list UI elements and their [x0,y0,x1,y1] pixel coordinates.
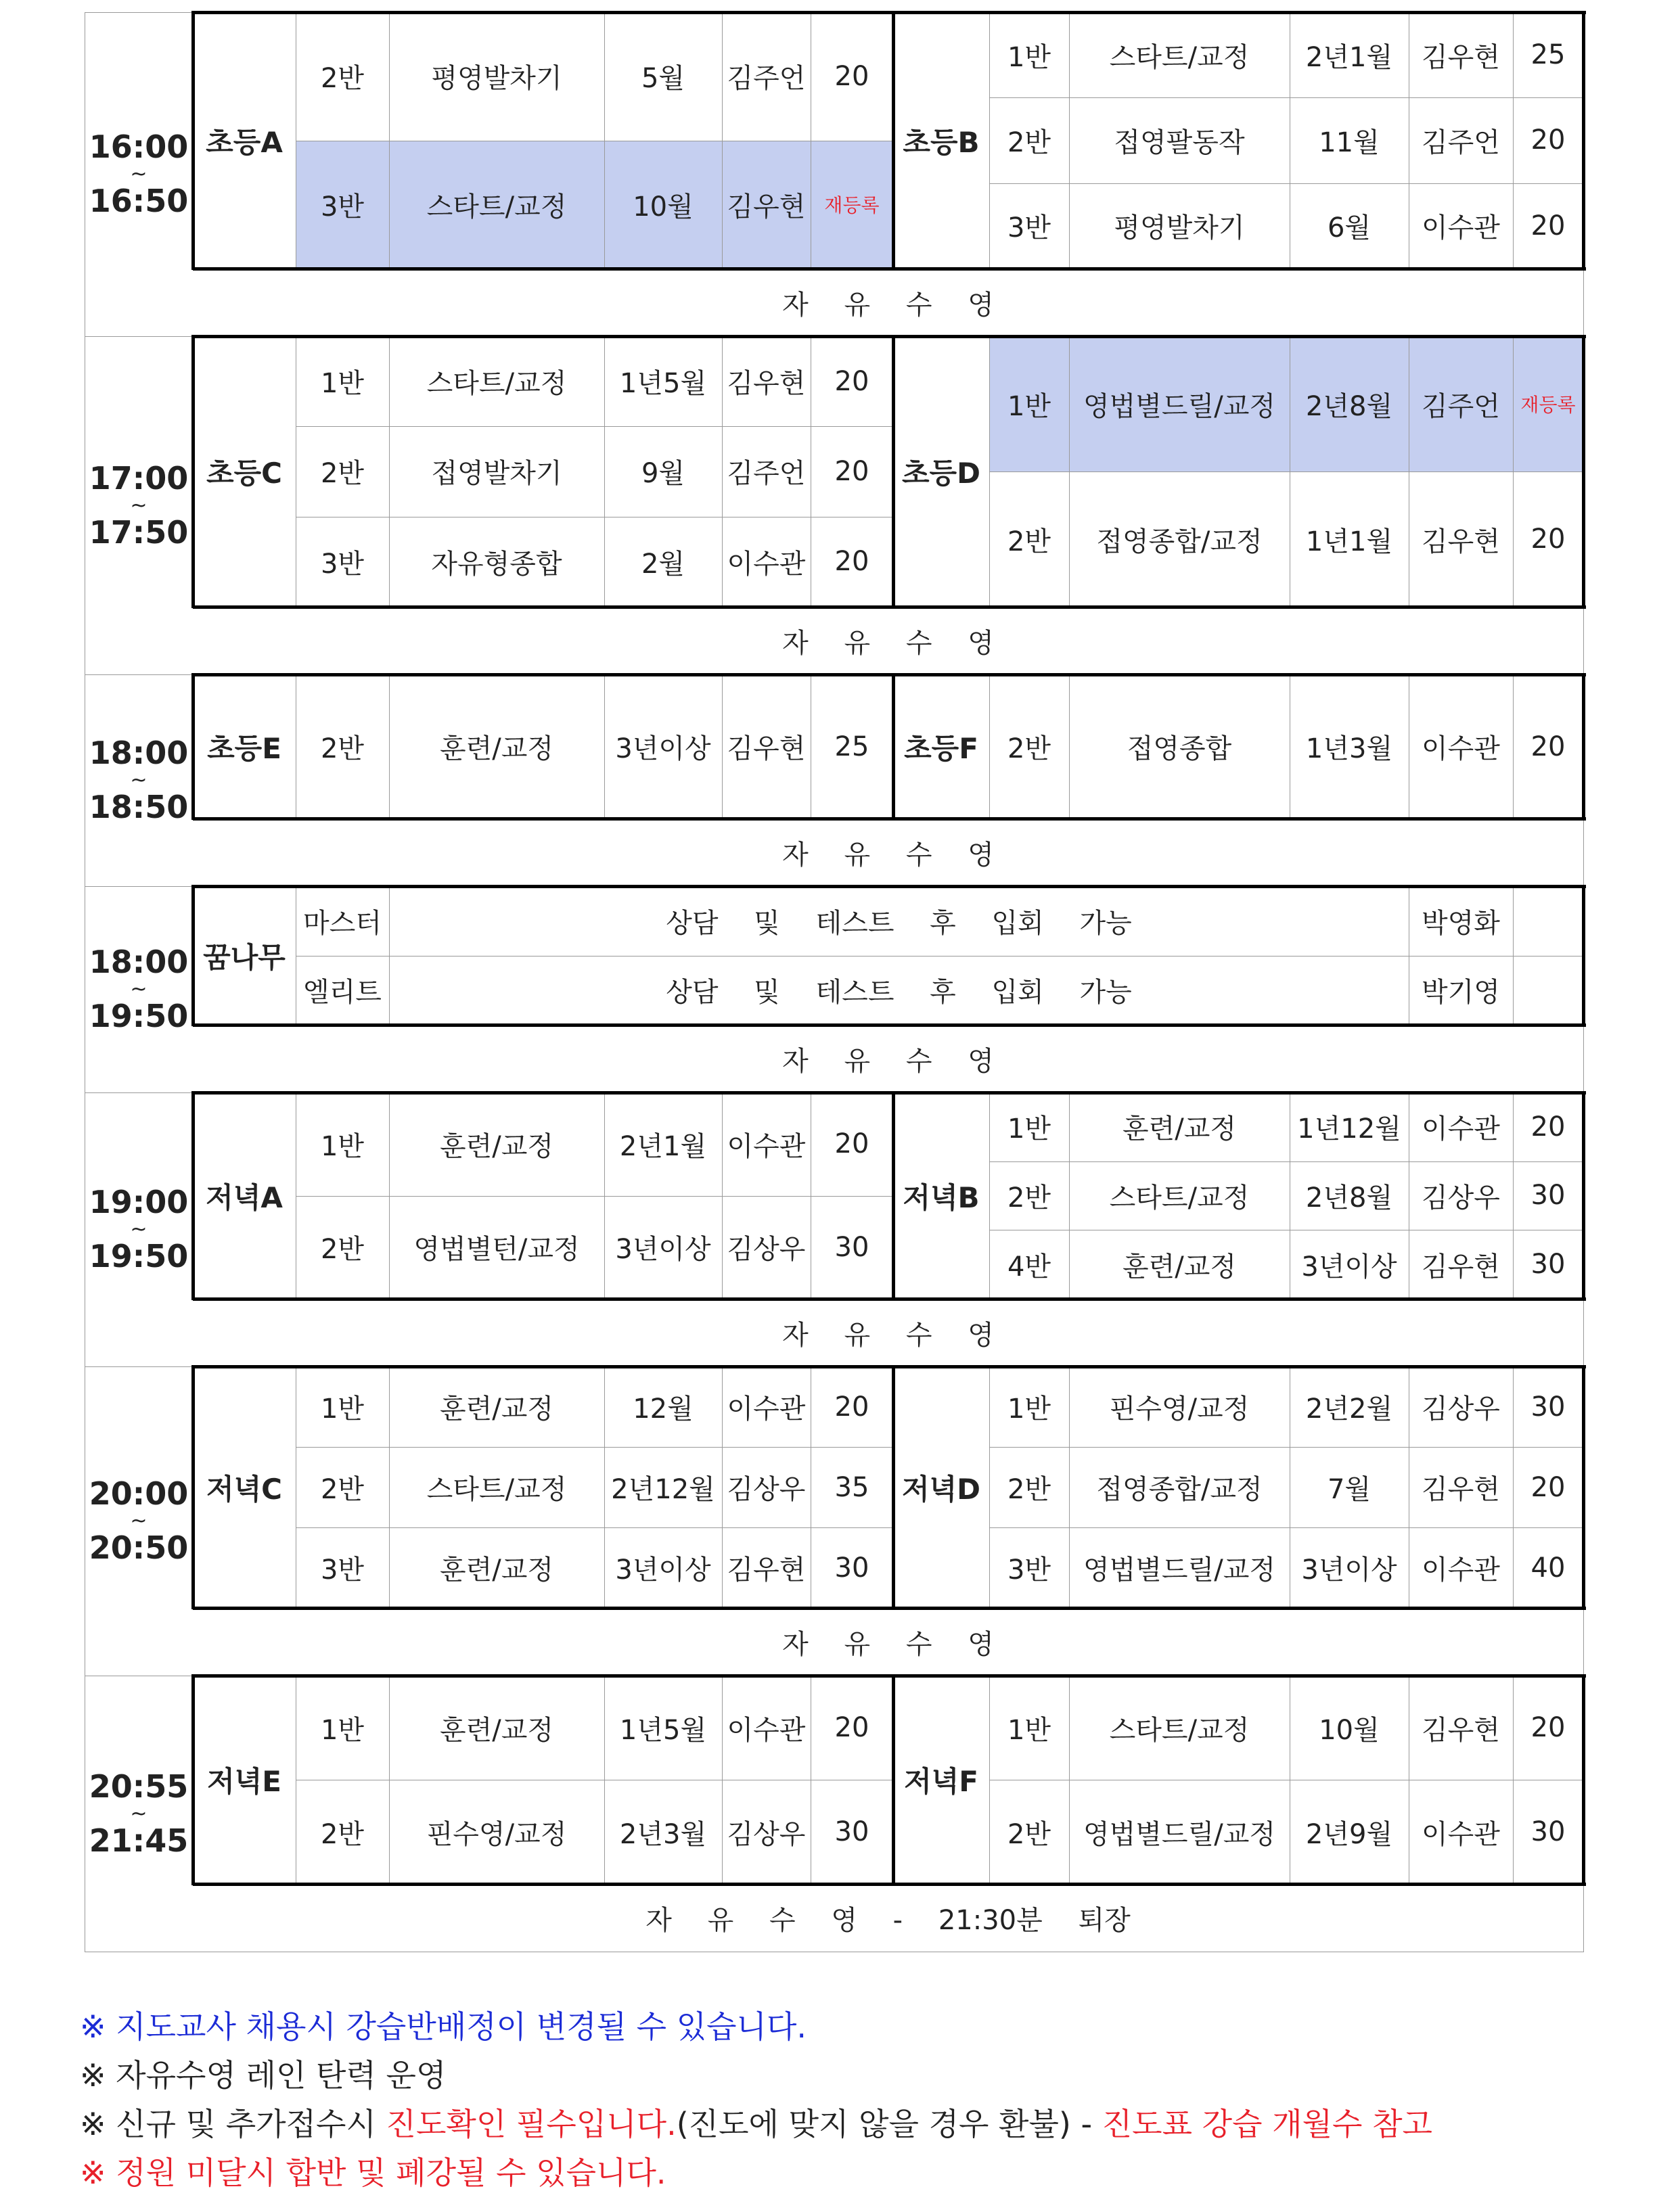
teacher: 김우현 [1422,41,1500,73]
time-start: 16:00 [89,129,189,166]
capacity: 30 [834,1552,869,1584]
info-text: 상담 및 테스트 후 입회 가능 [666,907,1132,939]
course-period: 6월 [1327,212,1371,244]
class-label: 1반 [320,1130,365,1162]
course-period: 2년3월 [619,1818,707,1850]
course-period: 2년12월 [611,1474,715,1505]
table-border [722,12,723,269]
table-border [722,674,723,819]
class-label: 4반 [1007,1251,1051,1283]
course-name: 핀수영/교정 [1109,1393,1250,1425]
course-period: 1년1월 [1305,526,1393,557]
time-separator: ~ [130,768,148,792]
reregister-badge: 재등록 [824,194,880,217]
teacher: 이수관 [727,1393,806,1425]
table-border [296,1447,893,1448]
capacity: 20 [834,60,869,92]
time-slot [85,12,193,336]
class-label: 1반 [1007,390,1051,422]
capacity: 20 [1530,524,1566,555]
time-end: 16:50 [89,183,189,219]
time-slot [85,1366,193,1676]
class-label: 1반 [1007,1393,1051,1425]
table-border [604,1092,605,1299]
course-name: 스타트/교정 [426,368,567,400]
course-period: 3년이상 [615,733,711,764]
teacher: 김주언 [1422,126,1500,158]
teacher: 김우현 [1422,1714,1500,1746]
class-label: 1반 [1007,1714,1051,1746]
capacity: 30 [1530,1816,1566,1847]
teacher: 김상우 [1422,1393,1500,1425]
time-separator: ~ [130,1801,148,1826]
course-period: 1년5월 [619,1714,707,1746]
table-border [389,336,390,607]
class-label: 1반 [320,1393,365,1425]
table-border [892,335,895,608]
table-border [604,1676,605,1884]
table-border [1069,674,1070,819]
course-period: 11월 [1319,126,1380,158]
class-label: 3반 [320,548,365,580]
table-border [892,1365,895,1609]
time-start: 18:00 [89,944,189,981]
time-slot [85,674,193,886]
teacher: 김상우 [1422,1182,1500,1214]
time-separator: ~ [130,977,148,1001]
group-name: 초등B [903,125,980,159]
course-name: 영법별턴/교정 [413,1234,580,1266]
teacher: 이수관 [1422,1113,1500,1145]
table-border [1513,674,1514,819]
capacity: 35 [834,1471,869,1503]
course-period: 2년8월 [1305,1182,1393,1214]
group-name: 초등D [901,457,980,490]
course-name: 훈련/교정 [439,1714,554,1746]
table-border [989,1447,1583,1448]
note-line [80,2002,1636,2051]
table-border [191,1365,195,1609]
note-text-emphasis: 진도확인 필수입니다. [386,2106,677,2142]
teacher: 김우현 [1422,1474,1500,1505]
table-border [1069,336,1070,607]
course-name: 스타트/교정 [426,191,567,223]
course-period: 2년9월 [1305,1818,1393,1850]
table-border [989,97,1583,98]
class-label: 2반 [320,733,365,764]
table-border [296,426,893,427]
class-label: 2반 [320,458,365,490]
teacher: 김주언 [727,63,806,95]
course-name: 훈련/교정 [1122,1251,1237,1283]
group-name: 저녁C [206,1472,282,1506]
teacher: 김상우 [727,1474,806,1505]
course-name: 접영팔동작 [1114,126,1245,158]
table-border [1582,885,1585,1026]
time-slot [85,336,193,674]
table-border [1513,886,1514,1025]
time-end: 19:50 [89,1238,189,1274]
group-name: 저녁A [206,1180,283,1214]
table-border [1069,1676,1070,1884]
course-name: 접영종합/교정 [1096,1474,1263,1505]
course-period: 2년2월 [1305,1393,1393,1425]
class-label: 2반 [320,63,365,95]
capacity: 20 [1530,1111,1566,1143]
table-border [191,11,195,270]
free-swim-row: 자 유 수 영 [782,289,994,321]
course-name: 영법별드릴/교정 [1083,390,1275,422]
course-name: 평영발차기 [431,63,562,95]
note-line [80,2148,1636,2197]
teacher: 이수관 [1422,1818,1500,1850]
capacity: 40 [1530,1552,1566,1584]
course-name: 훈련/교정 [439,733,554,764]
table-border [193,1091,1586,1095]
course-period: 9월 [641,458,685,490]
class-label: 2반 [320,1474,365,1505]
free-swim-row: 자 유 수 영 [782,1628,994,1660]
table-border [1069,1092,1070,1299]
table-border [722,336,723,607]
time-start: 20:00 [89,1475,189,1513]
capacity: 20 [1530,731,1566,762]
capacity: 30 [834,1816,869,1847]
table-border [193,1365,1586,1368]
group-name: 저녁E [207,1765,281,1798]
capacity: 25 [1530,39,1566,71]
course-name: 평영발차기 [1114,212,1245,244]
table-border [1582,1365,1585,1609]
table-border [989,471,1583,472]
table-border [989,674,990,819]
table-border [989,1527,1583,1528]
course-name: 접영종합/교정 [1096,526,1263,557]
course-period: 1년3월 [1305,733,1393,764]
course-period: 10월 [633,191,694,223]
group-name: 꿈나무 [203,940,286,974]
table-border [892,1674,895,1885]
teacher: 김우현 [727,1554,806,1586]
table-border [1582,11,1585,270]
course-period: 10월 [1319,1714,1380,1746]
teacher: 이수관 [727,1130,806,1162]
table-border [296,1196,893,1197]
table-border [1513,1366,1514,1608]
course-name: 스타트/교정 [426,1474,567,1505]
class-label: 2반 [1007,1818,1051,1850]
class-label: 1반 [1007,1113,1051,1145]
table-border [1513,1092,1514,1299]
course-name: 스타트/교정 [1109,1182,1250,1214]
course-period: 2년1월 [619,1130,707,1162]
class-label: 엘리트 [303,977,382,1009]
teacher: 김주언 [1422,390,1500,422]
table-border [1513,1676,1514,1884]
teacher: 이수관 [1422,1554,1500,1586]
capacity: 20 [834,1391,869,1423]
teacher: 김우현 [727,368,806,400]
course-name: 접영발차기 [431,458,562,490]
course-name: 접영종합 [1127,733,1232,764]
table-border [892,673,895,820]
free-swim-row: 자 유 수 영 [782,627,994,659]
table-border [989,183,1583,184]
teacher: 김상우 [727,1818,806,1850]
teacher: 박기영 [1422,977,1500,1009]
class-label: 3반 [320,1554,365,1586]
free-swim-row: 자 유 수 영 [782,1045,994,1077]
class-label: 2반 [1007,1182,1051,1214]
course-period: 2년8월 [1305,390,1393,422]
capacity: 20 [834,546,869,578]
note-text-emphasis: 진도표 강습 개월수 참고 [1102,2106,1432,2142]
time-start: 20:55 [89,1768,189,1805]
class-label: 3반 [1007,1554,1051,1586]
time-slot [85,1092,193,1366]
note-text: ※ 지도교사 채용시 강습반배정이 변경될 수 있습니다. [80,2008,807,2045]
table-border [604,12,605,269]
teacher: 이수관 [1422,733,1500,764]
capacity: 20 [1530,1471,1566,1503]
table-border [191,885,195,1026]
class-label: 2반 [320,1234,365,1266]
class-label: 2반 [320,1818,365,1850]
table-border [989,1366,990,1608]
reregister-badge: 재등록 [1520,394,1576,416]
table-border [1582,673,1585,820]
teacher: 이수관 [1422,212,1500,244]
class-label: 3반 [320,191,365,223]
time-slot [85,886,193,1092]
table-border [604,336,605,607]
table-border [722,1676,723,1884]
table-border [989,336,990,607]
course-period: 3년이상 [1301,1554,1397,1586]
table-border [389,1092,390,1299]
course-name: 영법별드릴/교정 [1083,1554,1275,1586]
teacher: 김우현 [727,191,806,223]
teacher: 김주언 [727,458,806,490]
class-label: 1반 [320,1714,365,1746]
free-swim-row: 자 유 수 영 [782,1319,994,1351]
table-border [193,817,1586,821]
time-start: 19:00 [89,1184,189,1221]
time-separator: ~ [130,1509,148,1533]
table-border [296,956,1583,957]
table-border [389,674,390,819]
course-name: 영법별드릴/교정 [1083,1818,1275,1850]
table-border [389,1676,390,1884]
free-swim-row: 자 유 수 영 - 21:30분 퇴장 [645,1904,1131,1936]
course-period: 5월 [641,63,685,95]
table-border [193,1883,1586,1886]
capacity: 20 [834,455,869,487]
course-period: 3년이상 [1301,1251,1397,1283]
course-period: 2년1월 [1305,41,1393,73]
time-end: 19:50 [89,998,189,1034]
table-border [989,1092,990,1299]
group-name: 저녁B [903,1180,980,1214]
class-label: 2반 [1007,526,1051,557]
table-border [296,1527,893,1528]
table-border [193,673,1586,676]
time-end: 17:50 [89,513,189,551]
class-label: 1반 [1007,41,1051,73]
table-border [193,1674,1586,1678]
capacity: 20 [1530,210,1566,241]
course-name: 훈련/교정 [1122,1113,1237,1145]
teacher: 김우현 [1422,526,1500,557]
class-label: 2반 [1007,733,1051,764]
table-border [193,605,1586,609]
time-end: 18:50 [89,789,189,825]
table-border [193,1297,1586,1301]
class-label: 1반 [320,368,365,400]
table-border [892,11,895,270]
time-start: 18:00 [89,735,189,772]
table-border [1069,1366,1070,1608]
teacher: 이수관 [727,548,806,580]
class-label: 3반 [1007,212,1051,244]
course-period: 2월 [641,548,685,580]
group-name: 저녁F [904,1765,978,1798]
time-end: 21:45 [89,1822,189,1859]
course-name: 스타트/교정 [1109,41,1250,73]
time-slot [85,1676,193,1952]
info-text: 상담 및 테스트 후 입회 가능 [666,977,1132,1009]
table-border [191,335,195,608]
table-border [193,1023,1586,1027]
capacity: 30 [1530,1249,1566,1281]
table-border [989,1676,990,1884]
table-border [1513,12,1514,269]
group-name: 저녁D [901,1472,980,1506]
capacity: 20 [1530,124,1566,156]
time-separator: ~ [130,162,148,186]
free-swim-row: 자 유 수 영 [782,839,994,871]
note-text: ※ 자유수영 레인 탄력 운영 [80,2057,447,2094]
table-border [193,1607,1586,1610]
table-border [604,674,605,819]
course-name: 자유형종합 [431,548,562,580]
table-border [1069,12,1070,269]
group-name: 초등F [904,731,978,765]
capacity: 30 [834,1231,869,1263]
class-label: 2반 [1007,126,1051,158]
table-border [193,335,1586,338]
course-name: 핀수영/교정 [426,1818,567,1850]
course-period: 3년이상 [615,1554,711,1586]
capacity: 20 [834,1712,869,1743]
time-end: 20:50 [89,1529,189,1566]
class-label: 마스터 [303,907,382,939]
course-name: 훈련/교정 [439,1393,554,1425]
time-separator: ~ [130,493,148,517]
note-text: (진도에 맞지 않을 경우 환불) - [676,2106,1102,2142]
capacity: 30 [1530,1180,1566,1212]
teacher: 김상우 [727,1234,806,1266]
table-border [892,1091,895,1300]
class-label: 2반 [1007,1474,1051,1505]
table-border [722,1092,723,1299]
capacity: 30 [1530,1391,1566,1423]
capacity: 20 [1530,1712,1566,1743]
capacity: 20 [834,365,869,397]
capacity: 25 [834,731,869,762]
teacher: 박영화 [1422,907,1500,939]
course-period: 1년5월 [619,368,707,400]
group-name: 초등C [206,457,282,490]
note-line [80,2051,1636,2100]
table-border [1582,1091,1585,1300]
note-text: ※ 신규 및 추가접수시 [80,2106,386,2142]
table-border [604,1366,605,1608]
note-text: ※ 정원 미달시 합반 및 폐강될 수 있습니다. [80,2155,666,2191]
course-name: 스타트/교정 [1109,1714,1250,1746]
capacity: 20 [834,1128,869,1160]
group-name: 초등E [207,731,281,765]
table-border [989,1161,1583,1162]
course-name: 훈련/교정 [439,1554,554,1586]
note-line [80,2100,1636,2148]
table-border [722,1366,723,1608]
time-start: 17:00 [89,459,189,497]
teacher: 이수관 [727,1714,806,1746]
table-border [191,1674,195,1885]
table-border [193,267,1586,271]
teacher: 김우현 [1422,1251,1500,1283]
notes-section [80,2002,1636,2197]
table-border [1513,336,1514,607]
course-period: 12월 [633,1393,694,1425]
table-border [193,11,1586,14]
course-name: 훈련/교정 [439,1130,554,1162]
table-border [1582,1674,1585,1885]
group-name: 초등A [206,125,283,159]
course-period: 3년이상 [615,1234,711,1266]
table-border [1582,335,1585,608]
time-separator: ~ [130,1218,148,1241]
table-border [191,673,195,820]
table-border [191,1091,195,1300]
course-period: 1년12월 [1297,1113,1401,1145]
table-border [389,12,390,269]
table-border [389,886,390,1025]
course-period: 7월 [1327,1474,1371,1505]
table-border [193,885,1586,888]
teacher: 김우현 [727,733,806,764]
table-border [389,1366,390,1608]
table-border [989,12,990,269]
